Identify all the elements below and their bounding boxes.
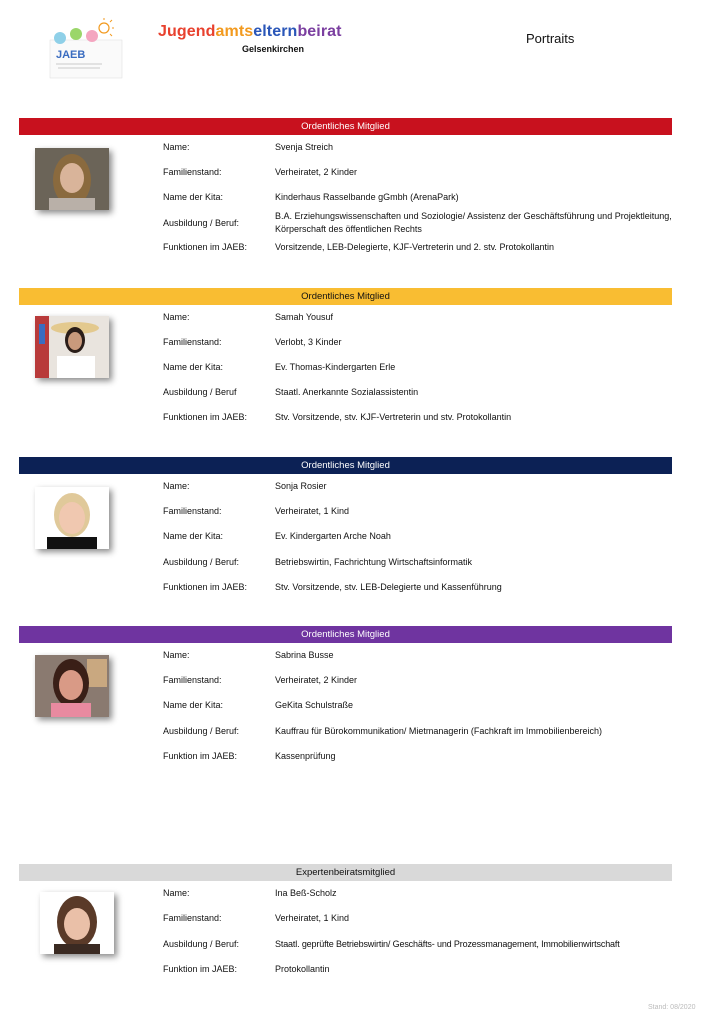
field-label: Familienstand: (163, 675, 222, 685)
field-label: Name: (163, 650, 190, 660)
field-label: Name der Kita: (163, 700, 224, 710)
page-title: Portraits (526, 31, 575, 46)
portrait-photo (35, 487, 109, 549)
field-value: B.A. Erziehungswissenschaften und Soziologie/ Assistenz der Geschäftsführung und Projektleitung, Körperschaft des öffentlichen Rechts (275, 211, 672, 234)
field-label: Ausbildung / Beruf: (163, 939, 240, 949)
field-value: Verheiratet, 1 Kind (275, 506, 350, 516)
field-label: Name: (163, 142, 190, 152)
brand-part-4: beirat (297, 23, 342, 40)
field-label: Name: (163, 312, 190, 322)
field-value: Verheiratet, 2 Kinder (275, 167, 358, 177)
field-label: Familienstand: (163, 506, 222, 516)
field-value: Protokollantin (275, 964, 330, 974)
field-value: Verlobt, 3 Kinder (275, 337, 342, 347)
field-value: Betriebswirtin, Fachrichtung Wirtschaftsinformatik (275, 557, 473, 567)
field-value: Stv. Vorsitzende, stv. LEB-Delegierte und Kassenführung (275, 582, 502, 592)
jaeb-logo (46, 18, 130, 80)
field-label: Name der Kita: (163, 192, 224, 202)
section-heading: Ordentliches Mitglied (19, 457, 672, 474)
field-label: Name der Kita: (163, 531, 224, 541)
brand-part-2: amts (215, 23, 254, 40)
logo-text: JAEB (56, 49, 86, 61)
field-value: Verheiratet, 2 Kinder (275, 675, 358, 685)
field-value: Sonja Rosier (275, 481, 327, 491)
field-label: Ausbildung / Beruf (163, 387, 237, 397)
field-label: Familienstand: (163, 337, 222, 347)
field-value: Samah Yousuf (275, 312, 334, 322)
portrait-photo (35, 316, 109, 378)
brand-part-3: eltern (253, 23, 298, 40)
section-heading: Ordentliches Mitglied (19, 288, 672, 305)
field-label: Funktion im JAEB: (163, 964, 238, 974)
field-value: Kauffrau für Bürokommunikation/ Mietmanagerin (Fachkraft im Immobilienbereich) (275, 726, 602, 736)
footer-date: Stand: 08/2020 (648, 1004, 696, 1011)
field-label: Familienstand: (163, 167, 222, 177)
brand-part-1: Jugend (158, 23, 216, 40)
field-label: Funktionen im JAEB: (163, 582, 248, 592)
field-label: Funktion im JAEB: (163, 751, 238, 761)
field-value: Svenja Streich (275, 142, 334, 152)
field-label: Ausbildung / Beruf: (163, 557, 240, 567)
field-value: Ev. Thomas-Kindergarten Erle (275, 362, 396, 372)
field-value: Staatl. geprüfte Betriebswirtin/ Geschäfts- und Prozessmanagement, Immobilienwirtschaft (275, 939, 620, 949)
field-value: GeKita Schulstraße (275, 700, 354, 710)
field-label: Ausbildung / Beruf: (163, 218, 240, 228)
field-value: Vorsitzende, LEB-Delegierte, KJF-Vertreterin und 2. stv. Protokollantin (275, 242, 554, 252)
field-label: Funktionen im JAEB: (163, 412, 248, 422)
portrait-photo (35, 655, 109, 717)
field-value: Verheiratet, 1 Kind (275, 913, 350, 923)
field-label: Familienstand: (163, 913, 222, 923)
portrait-photo (40, 892, 114, 954)
section-heading: Expertenbeiratsmitglied (19, 864, 672, 881)
field-label: Name der Kita: (163, 362, 224, 372)
field-label: Ausbildung / Beruf: (163, 726, 240, 736)
field-value: Ev. Kindergarten Arche Noah (275, 531, 391, 541)
field-value: Stv. Vorsitzende, stv. KJF-Vertreterin und stv. Protokollantin (275, 412, 512, 422)
field-value: Sabrina Busse (275, 650, 334, 660)
field-value: Kinderhaus Rasselbande gGmbh (ArenaPark) (275, 192, 459, 202)
brand-title (158, 23, 342, 41)
brand-subtitle: Gelsenkirchen (242, 44, 305, 54)
section-heading: Ordentliches Mitglied (19, 626, 672, 643)
portrait-photo (35, 148, 109, 210)
field-label: Funktionen im JAEB: (163, 242, 248, 252)
field-value: Ina Beß-Scholz (275, 888, 337, 898)
field-value: Staatl. Anerkannte Sozialassistentin (275, 387, 419, 397)
field-label: Name: (163, 481, 190, 491)
field-value: Kassenprüfung (275, 751, 336, 761)
section-heading: Ordentliches Mitglied (19, 118, 672, 135)
field-label: Name: (163, 888, 190, 898)
